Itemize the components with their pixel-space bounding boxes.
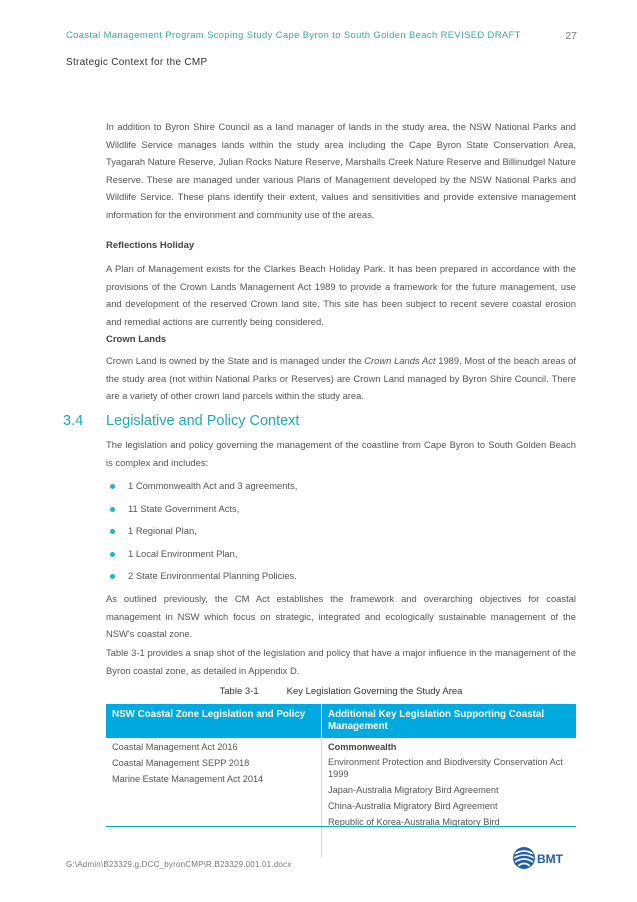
list-item: 1 Commonwealth Act and 3 agreements, — [106, 480, 576, 503]
column-header-nsw: NSW Coastal Zone Legislation and Policy — [106, 704, 322, 738]
paragraph-text — [106, 352, 576, 405]
column-header-additional: Additional Key Legislation Supporting Coastal Management — [322, 704, 577, 738]
table-caption-text: Key Legislation Governing the Study Area — [286, 686, 463, 697]
legislation-table — [106, 704, 576, 857]
paragraph-text: Table 3-1 provides a snap shot of the legislation and policy that have a major influence in the management of the Byron coastal zone, as detailed in Appendix D. — [106, 647, 576, 676]
running-header-title: Coastal Management Program Scoping Study Cape Byron to South Golden Beach REVISED DRAFT — [66, 29, 521, 40]
subheading-text: Reflections Holiday — [106, 240, 195, 251]
section-title: Legislative and Policy Context — [106, 413, 300, 429]
cell-item: Japan-Australia Migratory Bird Agreement — [328, 785, 499, 795]
subheading-reflections — [106, 240, 576, 251]
text-run: Crown Land is owned by the State and is managed under the — [106, 355, 365, 366]
table-caption — [106, 686, 576, 697]
cell-item: China-Australia Migratory Bird Agreement — [328, 801, 498, 811]
list-item: 1 Local Environment Plan, — [106, 548, 576, 571]
table-cell-nsw — [106, 738, 322, 857]
paragraph-text: As outlined previously, the CM Act establishes the framework and overarching objectives for coastal management in NSW which focus on strategic, integrated and ecologically sustainable management of the NSW's coastal zone. — [106, 593, 576, 640]
table-cell-additional — [322, 738, 577, 857]
text-run: 1989. Most of the beach areas of the study area (not within National Parks or Reserves) are Crown Land managed by Byron Shire Council. There are a variety of other crown land parcels within the study area. — [106, 355, 576, 402]
paragraph-nparks — [106, 118, 576, 224]
footer-file-path: G:\Admin\B23329.g.DCC_byronCMP\R.B23329.001.01.docx — [66, 860, 292, 869]
bullet-list — [106, 480, 576, 593]
list-item: 2 State Environmental Planning Policies. — [106, 570, 576, 593]
paragraph-text: In addition to Byron Shire Council as a land manager of lands in the study area, the NSW National Parks and Wildlife Service manages lands within the study area including the Cape Byron State Conservation Area, Tyagarah Nature Reserve, Julian Rocks Nature Reserve, Marshalls Creek Nature Reserve and Billinudgel Nature Reserve. These are managed under various Plans of Management developed by the NSW National Parks and Wildlife Service. These plans identify their extent, values and sensitivities and provide extensive management information for the environment and community use of the areas. — [106, 121, 576, 220]
subheading-crown-lands — [106, 334, 576, 345]
bmt-logo — [512, 845, 572, 875]
paragraph-text: The legislation and policy governing the management of the coastline from Cape Byron to South Golden Beach is complex and includes: — [106, 439, 576, 468]
table-bottom-rule — [106, 826, 576, 827]
paragraph-table-intro — [106, 644, 576, 679]
list-item: 1 Regional Plan, — [106, 525, 576, 548]
cell-item: Environment Protection and Biodiversity Conservation Act 1999 — [328, 757, 563, 779]
cell-item: Coastal Management Act 2016 — [112, 742, 238, 752]
table-caption-label: Table 3-1 — [219, 686, 259, 697]
cell-item: Marine Estate Management Act 2014 — [112, 774, 264, 784]
paragraph-text: A Plan of Management exists for the Clarkes Beach Holiday Park. It has been prepared in accordance with the provisions of the Crown Lands Management Act 1989 to provide a framework for the future management, use and development of the reserved Crown land site. This site has been subject to recent severe coastal erosion and remedial actions are currently being considered. — [106, 263, 576, 327]
cell-subheading: Commonwealth — [328, 742, 397, 752]
paragraph-crown-lands — [106, 352, 576, 405]
paragraph-cm-act — [106, 590, 576, 643]
section-intro — [106, 436, 576, 471]
section-heading — [63, 413, 299, 429]
cell-item: Republic of Korea-Australia Migratory Bird — [328, 817, 500, 827]
page-number: 27 — [565, 30, 577, 42]
cell-item: Coastal Management SEPP 2018 — [112, 758, 250, 768]
table-row — [106, 738, 576, 857]
bmt-globe-icon — [513, 847, 535, 869]
list-item: 11 State Government Acts, — [106, 503, 576, 526]
subheading-text: Crown Lands — [106, 334, 167, 345]
bmt-logo-text: BMT — [537, 852, 563, 866]
running-header-subtitle: Strategic Context for the CMP — [66, 57, 208, 68]
table-header-row — [106, 704, 576, 738]
paragraph-reflections — [106, 260, 576, 330]
italic-act-name: Crown Lands Act — [364, 355, 436, 366]
section-number: 3.4 — [63, 413, 84, 429]
